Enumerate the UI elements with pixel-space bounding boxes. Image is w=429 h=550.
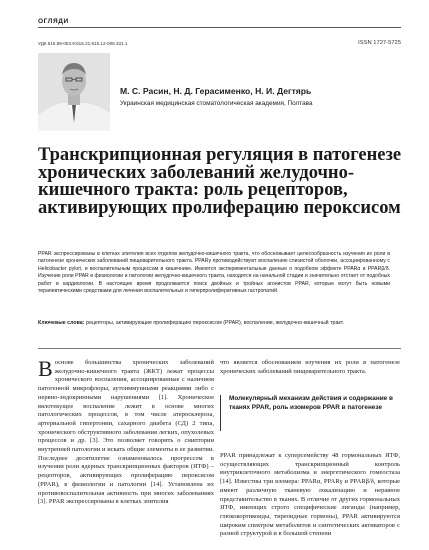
author-affiliation: Украинская медицинская стоматологическая академия, Полтава — [120, 100, 313, 107]
subsection-heading-box — [220, 395, 399, 431]
header-rule — [38, 27, 401, 28]
subsection-heading: Молекулярный механизм действия и содержание в тканях PPAR, роль изомеров PPAR в патогенезе — [229, 395, 393, 411]
author-portrait — [38, 53, 110, 131]
right-column-body: PPAR принадлежат к суперсемейству 48 гормональных ЯТФ, осуществляющих транскрипционный контроль внутриклеточного метаболизма и энергетического гомеостаза [14]. Известны три изомера: PPARα, PPARγ и PPARβ/δ, которые имеют различную тканевую локализацию и неравное представительство в тканях. В отличие от других гормональных ЯТФ, имеющих строго специфические лиганды (например, глюкокортикоиды, тиреоидные гормоны), PPAR активируются широким спектром метаболитов и синтетических активаторов с разной структурой и в большой степени — [220, 452, 400, 538]
body-left-column — [38, 356, 214, 507]
author-names: М. С. Расин, Н. Д. Герасименко, Н. И. Дегтярь — [120, 86, 312, 96]
right-column-intro: что является обоснованием изучения их роли в патогенезе хронических заболеваний пищеварительного тракта. — [220, 359, 400, 375]
article-title: Транскрипционная регуляция в патогенезе хронических заболеваний желудочно-кишечного тракта: роль рецепторов, активирующих пролиферацию пероксисом — [38, 145, 402, 218]
issn-number: ISSN 1727-5725 — [358, 40, 401, 46]
udk-code: УДК 616.89-053.9:615.21:616.12-008.331.1 — [38, 41, 128, 46]
section-divider — [38, 348, 401, 349]
left-column-text: основе большинства хронических заболеваний желудочно-кишечного тракта (ЖКТ) лежат процессы хронического воспаления, ассоциированные с наличием патогенной микрофлоры, аутоиммунными реакциями либо с нервно-эндокринными нарушениями [1]. Хроническое вялотекущее воспаление лежит в основе многих патологических процессов, в том числе атеросклероза, артериальной гипертонии, сахарного диабета (СД) 2 типа, хронического обструктивного заболевания легких, опухолевых процессов и др. [3]. Это позволяет говорить о сниптории внутренней патологии и искать общие элементы в ее развитии. Последнее десятилетие ознаменовалось прогрессом в изучении роли ядерных транскрипционных факторов (ЯТФ) – рецепторов, активирующих пролиферацию пероксисом (PPAR), в физиологии и патологии [14]. Установлена их противовоспалительная активность при многих заболеваниях [3]. PPAR экспрессированы в клетках эпителия — [38, 359, 214, 506]
keywords — [38, 320, 390, 327]
article-abstract: PPAR экспрессированы в клетках эпителия всех отделов желудочно-кишечного тракта, что обосновывает целесообразность изучения их роли в патогенезе хронических заболеваний пищеварительного тракта. PPARγ противодействуют воспалению слизистой оболочки, ассоциированному с Helicobacter pylori, и воспалительным процессам в кишечнике. Имеются экспериментальные данные о подобном эффекте PPARα и PPARβ/δ. Изучение роли PPAR в физиологии и патологии желудочно-кишечного тракта, находится на начальной стадии и значительно отстает от подобных работ в кардиологии. В настоящее время продолжается поиск двойных и тройных агонистов PPAR, которые могут быть новыми терапевтическими средствами для лечения воспалительных и гиперпролиферативных гастропатий. — [38, 251, 390, 295]
drop-cap: В — [38, 356, 53, 381]
keywords-text: рецепторы, активирующие пролиферацию пероксисом (PPAR), воспаление, желудочно-кишечный тракт. — [86, 320, 345, 326]
keywords-label: Ключевые слова: — [38, 320, 85, 326]
section-label: ОГЛЯДИ — [38, 18, 69, 25]
portrait-illustration — [38, 53, 110, 131]
